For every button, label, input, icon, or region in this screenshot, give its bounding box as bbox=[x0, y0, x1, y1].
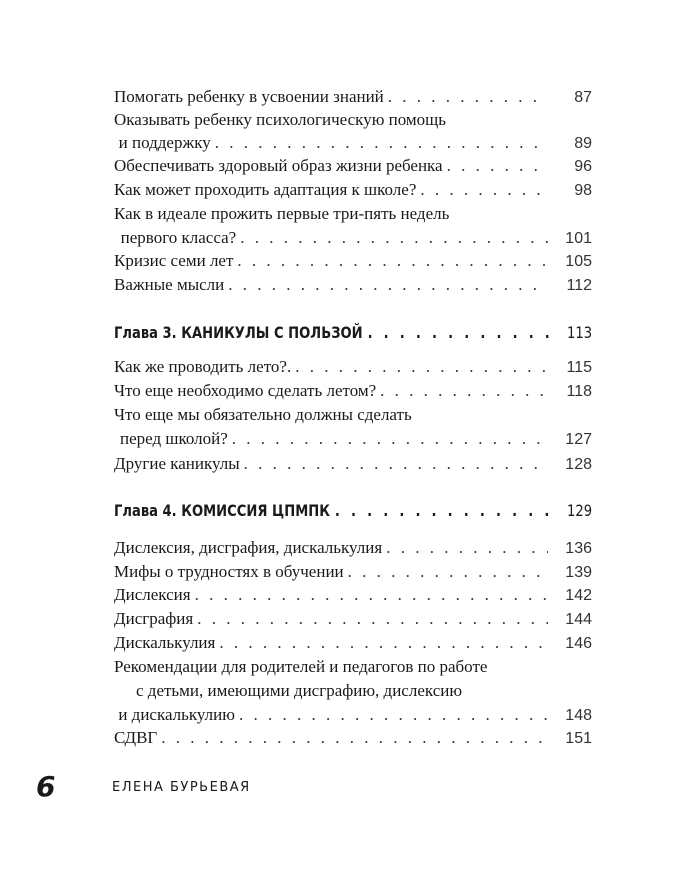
toc-page-number: 151 bbox=[565, 730, 592, 747]
dot-leader bbox=[380, 380, 548, 402]
chapter-heading bbox=[114, 500, 592, 522]
running-head-author: ЕЛЕНА БУРЬЕВАЯ bbox=[112, 780, 251, 795]
toc-entry bbox=[114, 356, 592, 379]
dot-leader bbox=[228, 274, 548, 296]
folio-page-number: 6 bbox=[36, 770, 56, 803]
dot-leader bbox=[295, 356, 548, 378]
toc-page-number: 112 bbox=[566, 277, 592, 294]
toc-entry-title: Дискалькулия bbox=[114, 633, 216, 652]
dot-leader bbox=[237, 250, 548, 272]
toc-entry-title: Обеспечивать здоровый образ жизни ребенка bbox=[114, 156, 443, 175]
dot-leader bbox=[420, 179, 548, 201]
toc-entry-title: Что еще необходимо сделать летом? bbox=[114, 381, 377, 400]
toc-entry bbox=[114, 86, 592, 109]
toc-entry-title: Дисграфия bbox=[114, 609, 194, 628]
toc-page-number: 148 bbox=[565, 707, 592, 724]
toc-page-number: 96 bbox=[574, 158, 592, 175]
toc-entry-title: Помогать ребенку в усвоении знаний bbox=[114, 87, 384, 106]
toc-entry bbox=[114, 727, 592, 750]
toc-entry bbox=[114, 584, 592, 607]
toc-entry bbox=[114, 250, 592, 273]
toc-page-number: 139 bbox=[565, 564, 592, 581]
toc-entry-title-line1: Что еще мы обязательно должны сделать bbox=[114, 405, 412, 424]
dot-leader bbox=[348, 561, 548, 583]
toc-entry-title-line1: Как в идеале прожить первые три-пять недель bbox=[114, 204, 450, 223]
toc-entry bbox=[114, 179, 592, 202]
toc-entry-title: Как может проходить адаптация к школе? bbox=[114, 180, 417, 199]
toc-entry-title: и дискалькулию bbox=[118, 705, 235, 724]
toc-page-number: 142 bbox=[565, 587, 592, 604]
dot-leader bbox=[195, 584, 548, 606]
toc-entry bbox=[114, 227, 592, 250]
toc-page-number: 128 bbox=[565, 456, 592, 473]
toc-entry-title: Кризис семи лет bbox=[114, 251, 234, 270]
chapter-page-number: 113 bbox=[567, 323, 593, 342]
toc-entry-title: перед школой? bbox=[120, 429, 228, 448]
chapter-page-number: 129 bbox=[567, 501, 593, 520]
toc-entry bbox=[114, 561, 592, 584]
toc-entry-title-line2: с детьми, имеющими дисграфию, дислексию bbox=[136, 681, 463, 700]
toc-entry bbox=[114, 632, 592, 655]
toc-entry bbox=[114, 380, 592, 403]
toc-page-number: 136 bbox=[565, 540, 592, 557]
toc-entry-title: Другие каникулы bbox=[114, 454, 240, 473]
toc-entry-title-line1: Оказывать ребенку психологическую помощь bbox=[114, 110, 447, 129]
toc-entry bbox=[114, 704, 592, 727]
toc-entry-title: и поддержку bbox=[118, 133, 211, 152]
toc-entry-title: первого класса? bbox=[120, 228, 237, 247]
dot-leader bbox=[232, 428, 548, 450]
toc-page-number: 118 bbox=[566, 383, 592, 400]
toc-entry-title: Дислексия bbox=[114, 585, 191, 604]
toc-page-number: 105 bbox=[565, 253, 592, 270]
toc-page-number: 146 bbox=[565, 635, 592, 652]
toc-entry bbox=[114, 155, 592, 178]
toc-page-number: 87 bbox=[574, 89, 592, 106]
toc-entry bbox=[114, 132, 592, 155]
toc-page-number: 115 bbox=[566, 359, 592, 376]
dot-leader bbox=[388, 86, 548, 108]
toc-page-number: 101 bbox=[565, 230, 592, 247]
toc-entry-title: Важные мысли bbox=[114, 275, 225, 294]
dot-leader bbox=[161, 727, 548, 749]
toc-entry-title-line1: Рекомендации для родителей и педагогов по работе bbox=[114, 657, 488, 676]
chapter-heading bbox=[114, 322, 592, 344]
toc-entry-title: СДВГ bbox=[114, 728, 158, 747]
toc-entry-title: Мифы о трудностях в обучении bbox=[114, 562, 344, 581]
toc-entry bbox=[114, 453, 592, 476]
toc-page-number: 144 bbox=[565, 611, 592, 628]
chapter-title: Глава 4. КОМИССИЯ ЦПМПК bbox=[114, 501, 330, 520]
dot-leader bbox=[240, 227, 548, 249]
dot-leader bbox=[447, 155, 548, 177]
toc-entry bbox=[114, 608, 592, 631]
dot-leader bbox=[239, 704, 548, 726]
dot-leader bbox=[219, 632, 548, 654]
toc-entry-title: Дислексия, дисграфия, дискалькулия bbox=[114, 538, 383, 557]
toc-page-number: 89 bbox=[574, 135, 592, 152]
dot-leader bbox=[244, 453, 548, 475]
toc-page-number: 98 bbox=[574, 182, 592, 199]
dot-leader bbox=[368, 322, 551, 344]
chapter-title: Глава 3. КАНИКУЛЫ С ПОЛЬЗОЙ bbox=[114, 323, 363, 342]
toc-entry bbox=[114, 274, 592, 297]
dot-leader bbox=[215, 132, 548, 154]
dot-leader bbox=[386, 537, 548, 559]
toc-page-number: 127 bbox=[565, 431, 592, 448]
dot-leader bbox=[335, 500, 551, 522]
dot-leader bbox=[197, 608, 548, 630]
toc-entry bbox=[114, 428, 592, 451]
toc-entry bbox=[114, 537, 592, 560]
toc-entry-title: Как же проводить лето?. bbox=[114, 357, 292, 376]
